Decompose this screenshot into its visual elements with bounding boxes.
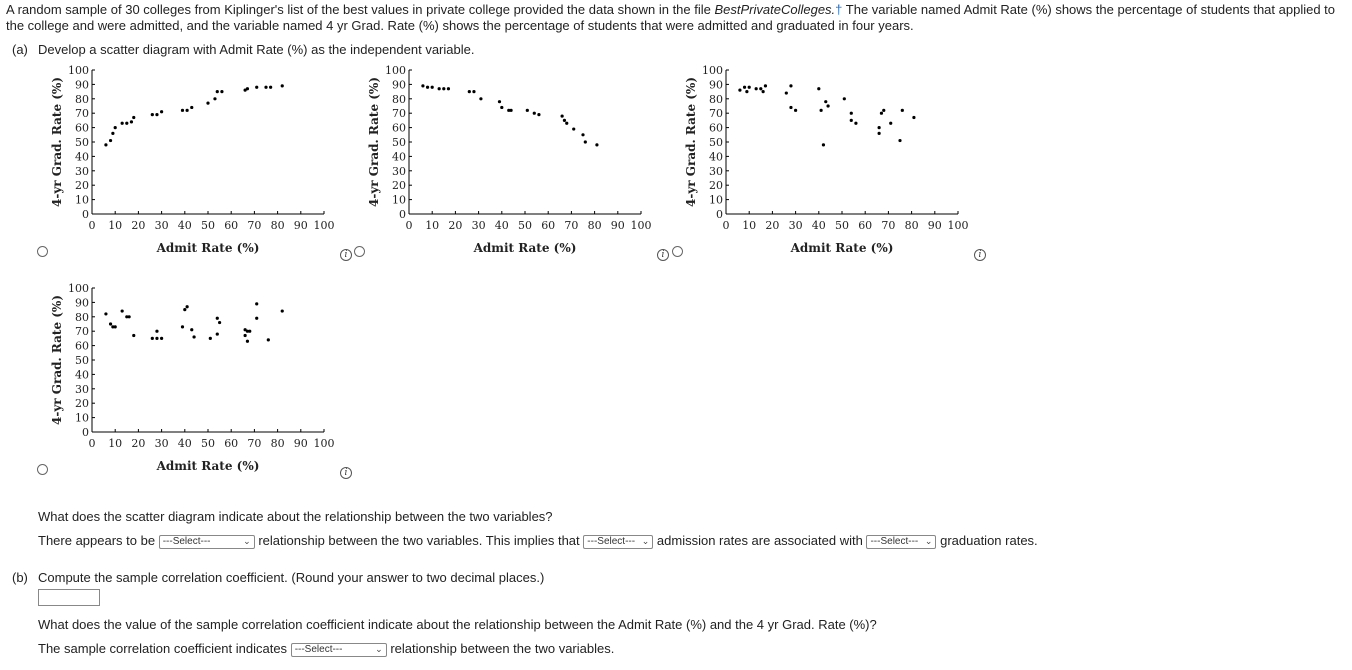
x-tick-label: 10 [425, 219, 440, 232]
x-tick-label: 60 [224, 219, 239, 232]
y-tick-label: 70 [75, 107, 89, 121]
correlation-input[interactable] [38, 589, 100, 606]
y-tick-label: 100 [68, 64, 89, 77]
data-point [128, 315, 131, 318]
y-tick-label: 0 [82, 426, 89, 439]
y-tick-label: 20 [75, 397, 89, 411]
data-point [104, 143, 107, 146]
data-point [759, 87, 762, 90]
data-point [281, 84, 284, 87]
data-point [794, 109, 797, 112]
x-axis-label: Admit Rate (%) [473, 241, 577, 255]
x-tick-label: 90 [293, 219, 308, 232]
data-point [269, 86, 272, 89]
y-tick-label: 20 [392, 179, 406, 193]
data-point [738, 89, 741, 92]
data-point [114, 325, 117, 328]
x-tick-label: 90 [927, 219, 942, 232]
x-tick-label: 60 [858, 219, 873, 232]
data-point [255, 317, 258, 320]
data-point [850, 119, 853, 122]
sentence-part: relationship between the two variables. This implies that [258, 533, 580, 548]
y-tick-label: 60 [75, 121, 89, 135]
option-radio-3[interactable] [672, 246, 683, 257]
y-tick-label: 30 [392, 164, 406, 178]
data-point [817, 87, 820, 90]
data-point [820, 109, 823, 112]
data-point [132, 334, 135, 337]
data-point [160, 110, 163, 113]
problem-intro [6, 2, 1346, 34]
sentence-part: relationship between the two variables. [390, 641, 615, 656]
data-point [244, 334, 247, 337]
data-point [498, 100, 501, 103]
data-point [509, 109, 512, 112]
correlation-question: What does the value of the sample correlation coefficient indicate about the relationship between the Admit Rate (%) and the 4 yr Grad. Rate (%)? [38, 617, 877, 632]
y-tick-label: 20 [75, 179, 89, 193]
y-tick-label: 30 [75, 164, 89, 178]
x-tick-label: 0 [722, 219, 730, 232]
y-tick-label: 0 [716, 208, 723, 221]
data-point [882, 109, 885, 112]
y-tick-label: 90 [75, 296, 89, 310]
data-point [151, 337, 154, 340]
data-point [183, 308, 186, 311]
data-point [789, 84, 792, 87]
y-tick-label: 60 [75, 339, 89, 353]
data-point [572, 127, 575, 130]
x-tick-label: 20 [131, 437, 146, 450]
sentence-part: graduation rates. [940, 533, 1038, 548]
correlation-sentence [38, 641, 614, 657]
data-point [114, 126, 117, 129]
data-point [216, 90, 219, 93]
data-point [468, 90, 471, 93]
y-tick-label: 50 [392, 136, 406, 149]
x-tick-label: 80 [270, 219, 285, 232]
data-point [785, 91, 788, 94]
x-tick-label: 20 [131, 219, 146, 232]
y-tick-label: 40 [75, 150, 89, 164]
x-tick-label: 100 [313, 219, 335, 232]
info-icon[interactable]: i [974, 249, 986, 261]
y-axis-label: 4-yr Grad. Rate (%) [367, 76, 381, 208]
x-tick-label: 70 [247, 219, 262, 232]
data-point [216, 332, 219, 335]
select-value: ---Select--- [162, 536, 211, 548]
option-radio-4[interactable] [37, 464, 48, 475]
data-point [426, 86, 429, 89]
chevron-down-icon: ⌄ [641, 536, 650, 547]
data-point [421, 84, 424, 87]
y-tick-label: 80 [392, 92, 406, 106]
y-tick-label: 80 [75, 310, 89, 324]
data-point [526, 109, 529, 112]
data-point [843, 97, 846, 100]
data-point [155, 113, 158, 116]
data-point [255, 86, 258, 89]
option-radio-1[interactable] [37, 246, 48, 257]
y-tick-label: 70 [392, 107, 406, 121]
x-tick-label: 10 [108, 219, 123, 232]
data-point [121, 122, 124, 125]
data-point [850, 112, 853, 115]
y-tick-label: 20 [709, 179, 723, 193]
x-tick-label: 30 [154, 437, 169, 450]
x-tick-label: 40 [177, 219, 192, 232]
data-point [192, 335, 195, 338]
x-tick-label: 100 [947, 219, 969, 232]
y-tick-label: 70 [75, 325, 89, 339]
data-point [472, 90, 475, 93]
y-tick-label: 100 [702, 64, 723, 77]
x-tick-label: 80 [904, 219, 919, 232]
data-point [595, 143, 598, 146]
graduation-rate-select[interactable] [866, 535, 936, 549]
info-icon[interactable]: i [340, 249, 352, 261]
data-point [209, 337, 212, 340]
relationship-question: What does the scatter diagram indicate about the relationship between the two variables? [38, 509, 553, 524]
data-point [220, 90, 223, 93]
select-value: ---Select--- [870, 536, 919, 548]
scatter-plot-2 [365, 62, 657, 258]
y-tick-label: 100 [385, 64, 406, 77]
part-a-label: (a) [12, 42, 28, 57]
x-tick-label: 0 [88, 437, 96, 450]
data-point [125, 122, 128, 125]
x-tick-label: 30 [788, 219, 803, 232]
y-tick-label: 60 [392, 121, 406, 135]
y-tick-label: 50 [709, 136, 723, 149]
x-tick-label: 60 [224, 437, 239, 450]
data-point [500, 106, 503, 109]
y-tick-label: 10 [392, 193, 406, 207]
data-point [213, 97, 216, 100]
data-point [743, 86, 746, 89]
admission-rate-select[interactable] [583, 535, 653, 549]
x-tick-label: 70 [881, 219, 896, 232]
data-point [447, 87, 450, 90]
y-tick-label: 100 [68, 282, 89, 295]
y-tick-label: 90 [392, 78, 406, 92]
data-point [563, 119, 566, 122]
chevron-down-icon: ⌄ [924, 536, 933, 547]
data-point [218, 321, 221, 324]
data-point [442, 87, 445, 90]
x-tick-label: 90 [610, 219, 625, 232]
x-axis-label: Admit Rate (%) [790, 241, 894, 255]
x-tick-label: 30 [154, 219, 169, 232]
data-point [901, 109, 904, 112]
y-axis-label: 4-yr Grad. Rate (%) [50, 294, 64, 426]
data-point [898, 139, 901, 142]
file-name: BestPrivateColleges. [714, 2, 836, 17]
y-tick-label: 50 [75, 354, 89, 367]
chevron-down-icon: ⌄ [243, 536, 251, 547]
y-tick-label: 30 [75, 382, 89, 396]
y-tick-label: 40 [709, 150, 723, 164]
scatter-plot-3 [682, 62, 974, 258]
part-a-text: Develop a scatter diagram with Admit Rate (%) as the independent variable. [38, 42, 475, 57]
x-tick-label: 100 [313, 437, 335, 450]
x-tick-label: 100 [630, 219, 652, 232]
y-tick-label: 60 [709, 121, 723, 135]
x-tick-label: 60 [541, 219, 556, 232]
data-point [431, 86, 434, 89]
data-point [181, 325, 184, 328]
x-tick-label: 50 [518, 219, 532, 232]
data-point [264, 86, 267, 89]
scatter-plot-1 [48, 62, 340, 258]
relationship-sentence [38, 533, 1038, 549]
x-tick-label: 30 [471, 219, 486, 232]
x-tick-label: 50 [201, 219, 215, 232]
data-point [248, 330, 251, 333]
x-tick-label: 90 [293, 437, 308, 450]
data-point [155, 330, 158, 333]
y-tick-label: 90 [75, 78, 89, 92]
y-axis-label: 4-yr Grad. Rate (%) [50, 76, 64, 208]
data-point [104, 312, 107, 315]
data-point [745, 90, 748, 93]
x-tick-label: 40 [177, 437, 192, 450]
intro-text-2: The variable named Admit Rate (%) shows the percentage of students that applied to the college and were admitted, and the variable named 4 yr Grad. Rate (%) shows the percentage of students that were admitted and graduated in four years. [6, 2, 1336, 33]
y-tick-label: 40 [392, 150, 406, 164]
part-b-text: Compute the sample correlation coefficient. (Round your answer to two decimal places.) [38, 570, 545, 585]
y-tick-label: 40 [75, 368, 89, 382]
correlation-strength-select[interactable] [291, 643, 387, 657]
part-a-heading [12, 42, 474, 57]
info-icon[interactable]: i [657, 249, 669, 261]
data-point [762, 90, 765, 93]
data-point [533, 112, 536, 115]
data-point [267, 338, 270, 341]
data-point [130, 120, 133, 123]
data-point [537, 113, 540, 116]
sentence-part: The sample correlation coefficient indicates [38, 641, 288, 656]
select-value: ---Select--- [294, 644, 343, 656]
data-point [246, 340, 249, 343]
relationship-select[interactable] [159, 535, 255, 549]
data-point [151, 113, 154, 116]
part-b-label: (b) [12, 570, 28, 585]
x-tick-label: 0 [405, 219, 413, 232]
data-point [155, 337, 158, 340]
data-point [121, 309, 124, 312]
scatter-plot-4 [48, 280, 340, 476]
chevron-down-icon: ⌄ [375, 644, 383, 655]
intro-text-1: A random sample of 30 colleges from Kiplinger's list of the best values in private college provided the data shown in the file [6, 2, 715, 17]
option-radio-2[interactable] [354, 246, 365, 257]
y-tick-label: 10 [75, 411, 89, 425]
y-tick-label: 80 [709, 92, 723, 106]
data-point [764, 84, 767, 87]
data-point [748, 86, 751, 89]
data-point [190, 328, 193, 331]
data-point [854, 122, 857, 125]
data-point [479, 97, 482, 100]
x-tick-label: 10 [742, 219, 757, 232]
data-point [186, 109, 189, 112]
data-point [889, 122, 892, 125]
x-tick-label: 40 [494, 219, 509, 232]
data-point [789, 106, 792, 109]
data-point [565, 122, 568, 125]
data-point [160, 337, 163, 340]
data-point [281, 309, 284, 312]
x-tick-label: 10 [108, 437, 123, 450]
x-axis-label: Admit Rate (%) [156, 459, 260, 473]
data-point [561, 114, 564, 117]
y-axis-label: 4-yr Grad. Rate (%) [684, 76, 698, 208]
data-point [880, 112, 883, 115]
x-tick-label: 20 [765, 219, 780, 232]
y-tick-label: 0 [82, 208, 89, 221]
x-tick-label: 40 [811, 219, 826, 232]
info-icon[interactable]: i [340, 467, 352, 479]
y-tick-label: 30 [709, 164, 723, 178]
data-point [878, 126, 881, 129]
y-tick-label: 10 [709, 193, 723, 207]
data-point [912, 116, 915, 119]
data-point [438, 87, 441, 90]
data-point [206, 102, 209, 105]
data-point [132, 116, 135, 119]
data-point [755, 87, 758, 90]
data-point [190, 106, 193, 109]
x-tick-label: 50 [201, 437, 215, 450]
y-tick-label: 90 [709, 78, 723, 92]
y-tick-label: 70 [709, 107, 723, 121]
data-point [878, 132, 881, 135]
x-tick-label: 0 [88, 219, 96, 232]
x-tick-label: 50 [835, 219, 849, 232]
x-axis-label: Admit Rate (%) [156, 241, 260, 255]
y-tick-label: 80 [75, 92, 89, 106]
data-point [109, 322, 112, 325]
data-point [186, 305, 189, 308]
data-point [826, 104, 829, 107]
data-point [822, 143, 825, 146]
data-point [181, 109, 184, 112]
data-point [584, 140, 587, 143]
part-b-heading [12, 570, 544, 585]
x-tick-label: 70 [564, 219, 579, 232]
data-point [109, 139, 112, 142]
footnote-link[interactable]: † [835, 2, 843, 17]
y-tick-label: 0 [399, 208, 406, 221]
x-tick-label: 80 [270, 437, 285, 450]
x-tick-label: 20 [448, 219, 463, 232]
data-point [216, 317, 219, 320]
x-tick-label: 80 [587, 219, 602, 232]
data-point [111, 132, 114, 135]
data-point [581, 133, 584, 136]
data-point [255, 302, 258, 305]
sentence-part: admission rates are associated with [656, 533, 863, 548]
y-tick-label: 10 [75, 193, 89, 207]
data-point [824, 100, 827, 103]
sentence-part: There appears to be [38, 533, 156, 548]
select-value: ---Select--- [587, 536, 636, 548]
y-tick-label: 50 [75, 136, 89, 149]
data-point [246, 87, 249, 90]
x-tick-label: 70 [247, 437, 262, 450]
